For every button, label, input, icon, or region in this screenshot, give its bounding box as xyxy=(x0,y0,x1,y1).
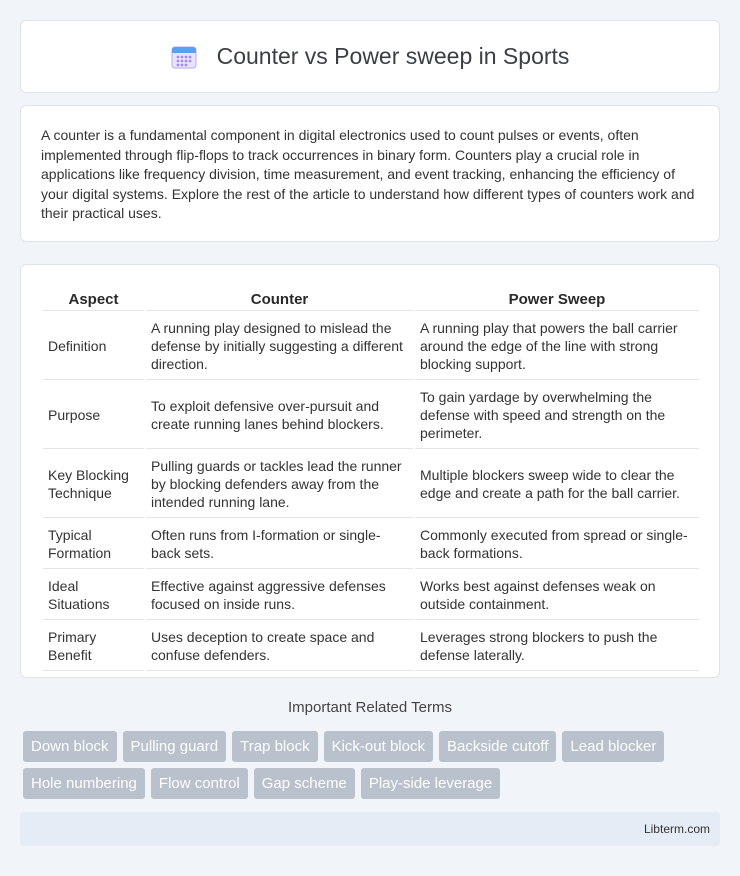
related-terms-title: Important Related Terms xyxy=(288,699,452,716)
aspect-cell: Key Blocking Technique xyxy=(43,451,144,518)
page-title: Counter vs Power sweep in Sports xyxy=(216,43,570,69)
footer-site-link[interactable]: Libterm.com xyxy=(643,822,710,836)
table-row xyxy=(43,520,699,569)
comparison-table xyxy=(41,287,701,673)
power-sweep-cell: Commonly executed from spread or single-back formations. xyxy=(415,520,699,569)
term-tag[interactable]: Down block xyxy=(23,731,117,762)
counter-cell: Uses deception to create space and confuse defenders. xyxy=(146,622,413,671)
term-tag[interactable]: Kick-out block xyxy=(324,731,433,762)
counter-cell: Effective against aggressive defenses focused on inside runs. xyxy=(146,571,413,620)
table-row xyxy=(43,313,699,380)
term-tag[interactable]: Lead blocker xyxy=(562,731,664,762)
term-tag[interactable]: Play-side leverage xyxy=(361,768,500,799)
power-sweep-cell: Leverages strong blockers to push the defense laterally. xyxy=(415,622,699,671)
column-header-aspect: Aspect xyxy=(43,289,144,311)
power-sweep-cell: Works best against defenses weak on outside containment. xyxy=(415,571,699,620)
aspect-cell: Definition xyxy=(43,313,144,380)
counter-cell: A running play designed to mislead the defense by initially suggesting a different direction. xyxy=(146,313,413,380)
counter-cell: To exploit defensive over-pursuit and create running lanes behind blockers. xyxy=(146,382,413,449)
aspect-cell: Purpose xyxy=(43,382,144,449)
counter-cell: Often runs from I-formation or single-back sets. xyxy=(146,520,413,569)
power-sweep-cell: A running play that powers the ball carrier around the edge of the line with strong blocking support. xyxy=(415,313,699,380)
power-sweep-cell: Multiple blockers sweep wide to clear the edge and create a path for the ball carrier. xyxy=(415,451,699,518)
power-sweep-cell: To gain yardage by overwhelming the defense with speed and strength on the perimeter. xyxy=(415,382,699,449)
calendar-icon xyxy=(171,44,197,70)
footer xyxy=(20,812,720,846)
table-row xyxy=(43,451,699,518)
term-tag[interactable]: Gap scheme xyxy=(254,768,355,799)
comparison-card xyxy=(20,264,720,678)
table-row xyxy=(43,571,699,620)
intro-card xyxy=(20,105,720,242)
table-header-row xyxy=(43,289,699,311)
counter-cell: Pulling guards or tackles lead the runner by blocking defenders away from the intended running lane. xyxy=(146,451,413,518)
aspect-cell: Primary Benefit xyxy=(43,622,144,671)
term-tag[interactable]: Trap block xyxy=(232,731,317,762)
header-card xyxy=(20,20,720,93)
term-tag[interactable]: Flow control xyxy=(151,768,248,799)
related-terms-list xyxy=(23,731,723,799)
aspect-cell: Ideal Situations xyxy=(43,571,144,620)
term-tag[interactable]: Backside cutoff xyxy=(439,731,556,762)
table-row xyxy=(43,622,699,671)
term-tag[interactable]: Hole numbering xyxy=(23,768,145,799)
table-row xyxy=(43,382,699,449)
column-header-power-sweep: Power Sweep xyxy=(415,289,699,311)
term-tag[interactable]: Pulling guard xyxy=(123,731,227,762)
column-header-counter: Counter xyxy=(146,289,413,311)
aspect-cell: Typical Formation xyxy=(43,520,144,569)
intro-text: A counter is a fundamental component in digital electronics used to count pulses or events, often implemented through flip-flops to track occurrences in binary form. Counters play a crucial role in applications like frequency division, time measurement, and event tracking, enhancing the efficiency of your digital systems. Explore the rest of the article to understand how different types of counters work and their practical uses. xyxy=(41,127,695,221)
